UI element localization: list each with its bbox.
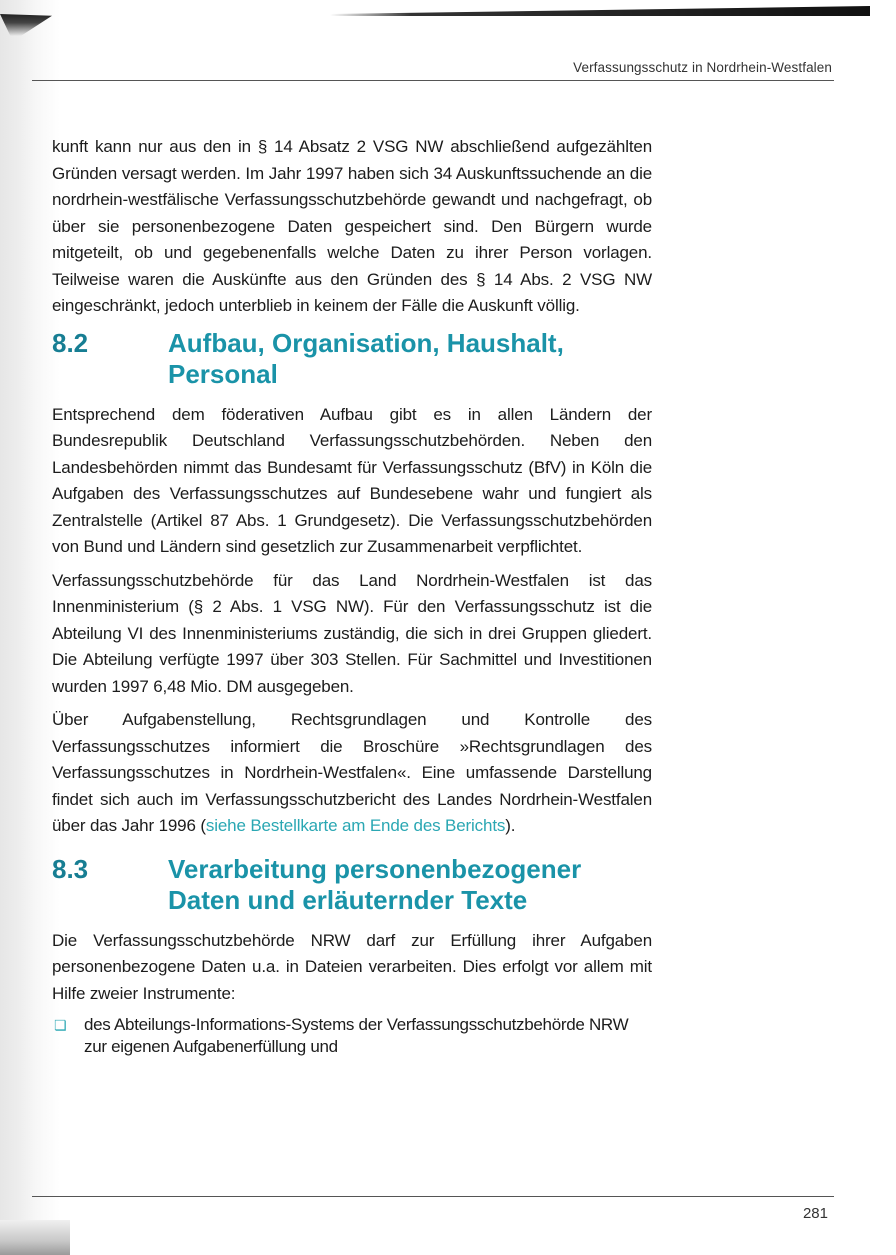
section-number: 8.2 — [52, 327, 89, 358]
section-title: Verarbeitung personenbezogener Daten und erläuternder Texte — [168, 853, 582, 915]
book-binding-shadow — [0, 0, 60, 1255]
page-number: 281 — [802, 1205, 828, 1222]
section-8-2-paragraph-2: Verfassungsschutzbehörde für das Land Nordrhein-Westfalen ist das Innenministerium (§ 2 Abs. 1 VSG NW). Für den Verfassungsschutz ist die Abteilung VI des Innenministeriums zuständig, die sich in drei Gruppen gliedert. Die Abteilung verfügte 1997 über 303 Stellen. Für Sachmittel und Investitionen wurden 1997 6,48 Mio. DM ausgegeben. — [52, 570, 652, 696]
top-decorative-bar — [330, 6, 870, 16]
header-rule — [32, 80, 834, 81]
instrument-list — [52, 1014, 652, 1058]
section-number: 8.3 — [52, 853, 89, 884]
intro-paragraph: kunft kann nur aus den in § 14 Absatz 2 VSG NW abschließend aufgezählten Gründen versagt werden. Im Jahr 1997 haben sich 34 Auskunftssuchende an die nordrhein-westfälische Verfassungsschutzbehörde gewandt und nachgefragt, ob über sie personenbezogene Daten gespeichert sind. Den Bürgern wurde mitgeteilt, ob und gegebenenfalls welche Daten zu ihrer Person vorlagen. Teilweise waren die Auskünfte aus den Gründen des § 14 Abs. 2 VSG NW eingeschränkt, jedoch unterblieb in keinem der Fälle die Auskunft völlig. — [52, 137, 652, 315]
list-item-text: des Abteilungs-Informations-Systems der Verfassungsschutzbehörde NRW zur eigenen Aufgabenerfüllung und — [84, 1015, 629, 1056]
running-head: Verfassungsschutz in Nordrhein-Westfalen — [573, 60, 832, 75]
binding-bottom-shadow — [0, 1220, 70, 1255]
section-heading-8-2 — [52, 328, 652, 390]
section-8-2-paragraph-3 — [52, 707, 652, 840]
paragraph-text: Über Aufgabenstellung, Rechtsgrundlagen und Kontrolle des Verfassungsschutzes informiert die Broschüre »Rechtsgrundlagen des Verfassungsschutzes in Nordrhein-Westfalen«. Eine umfassende Darstellung findet sich auch im Verfassungsschutzbericht des Landes Nordrhein-Westfalen über das Jahr 1996 ( — [52, 710, 652, 835]
paragraph-suffix: ). — [505, 816, 516, 835]
section-8-2-paragraph-1: Entsprechend dem föderativen Aufbau gibt es in allen Ländern der Bundesrepublik Deutschland Verfassungsschutzbehörden. Neben den Landesbehörden nimmt das Bundesamt für Verfassungsschutz (BfV) in Köln die Aufgaben des Verfassungsschutzes auf Bundesebene wahr und fungiert als Zentralstelle (Artikel 87 Abs. 1 Grundgesetz). Die Verfassungsschutzbehörden von Bund und Ländern sind gesetzlich zur Zusammenarbeit verpflichtet. — [52, 404, 652, 556]
order-card-reference-link[interactable]: siehe Bestellkarte am Ende des Berichts — [205, 816, 506, 835]
footer-rule — [32, 1196, 834, 1197]
section-title: Aufbau, Organisation, Haushalt, Personal — [168, 327, 564, 389]
section-8-3-paragraph-1: Die Verfassungsschutzbehörde NRW darf zur Erfüllung ihrer Aufgaben personenbezogene Daten u.a. in Dateien verarbeiten. Dies erfolgt vor allem mit Hilfe zweier Instrumente: — [52, 930, 652, 1003]
page-content — [52, 134, 652, 1058]
checkbox-bullet-icon: ❏ — [54, 1017, 67, 1033]
list-item — [52, 1014, 652, 1058]
section-heading-8-3 — [52, 854, 652, 916]
